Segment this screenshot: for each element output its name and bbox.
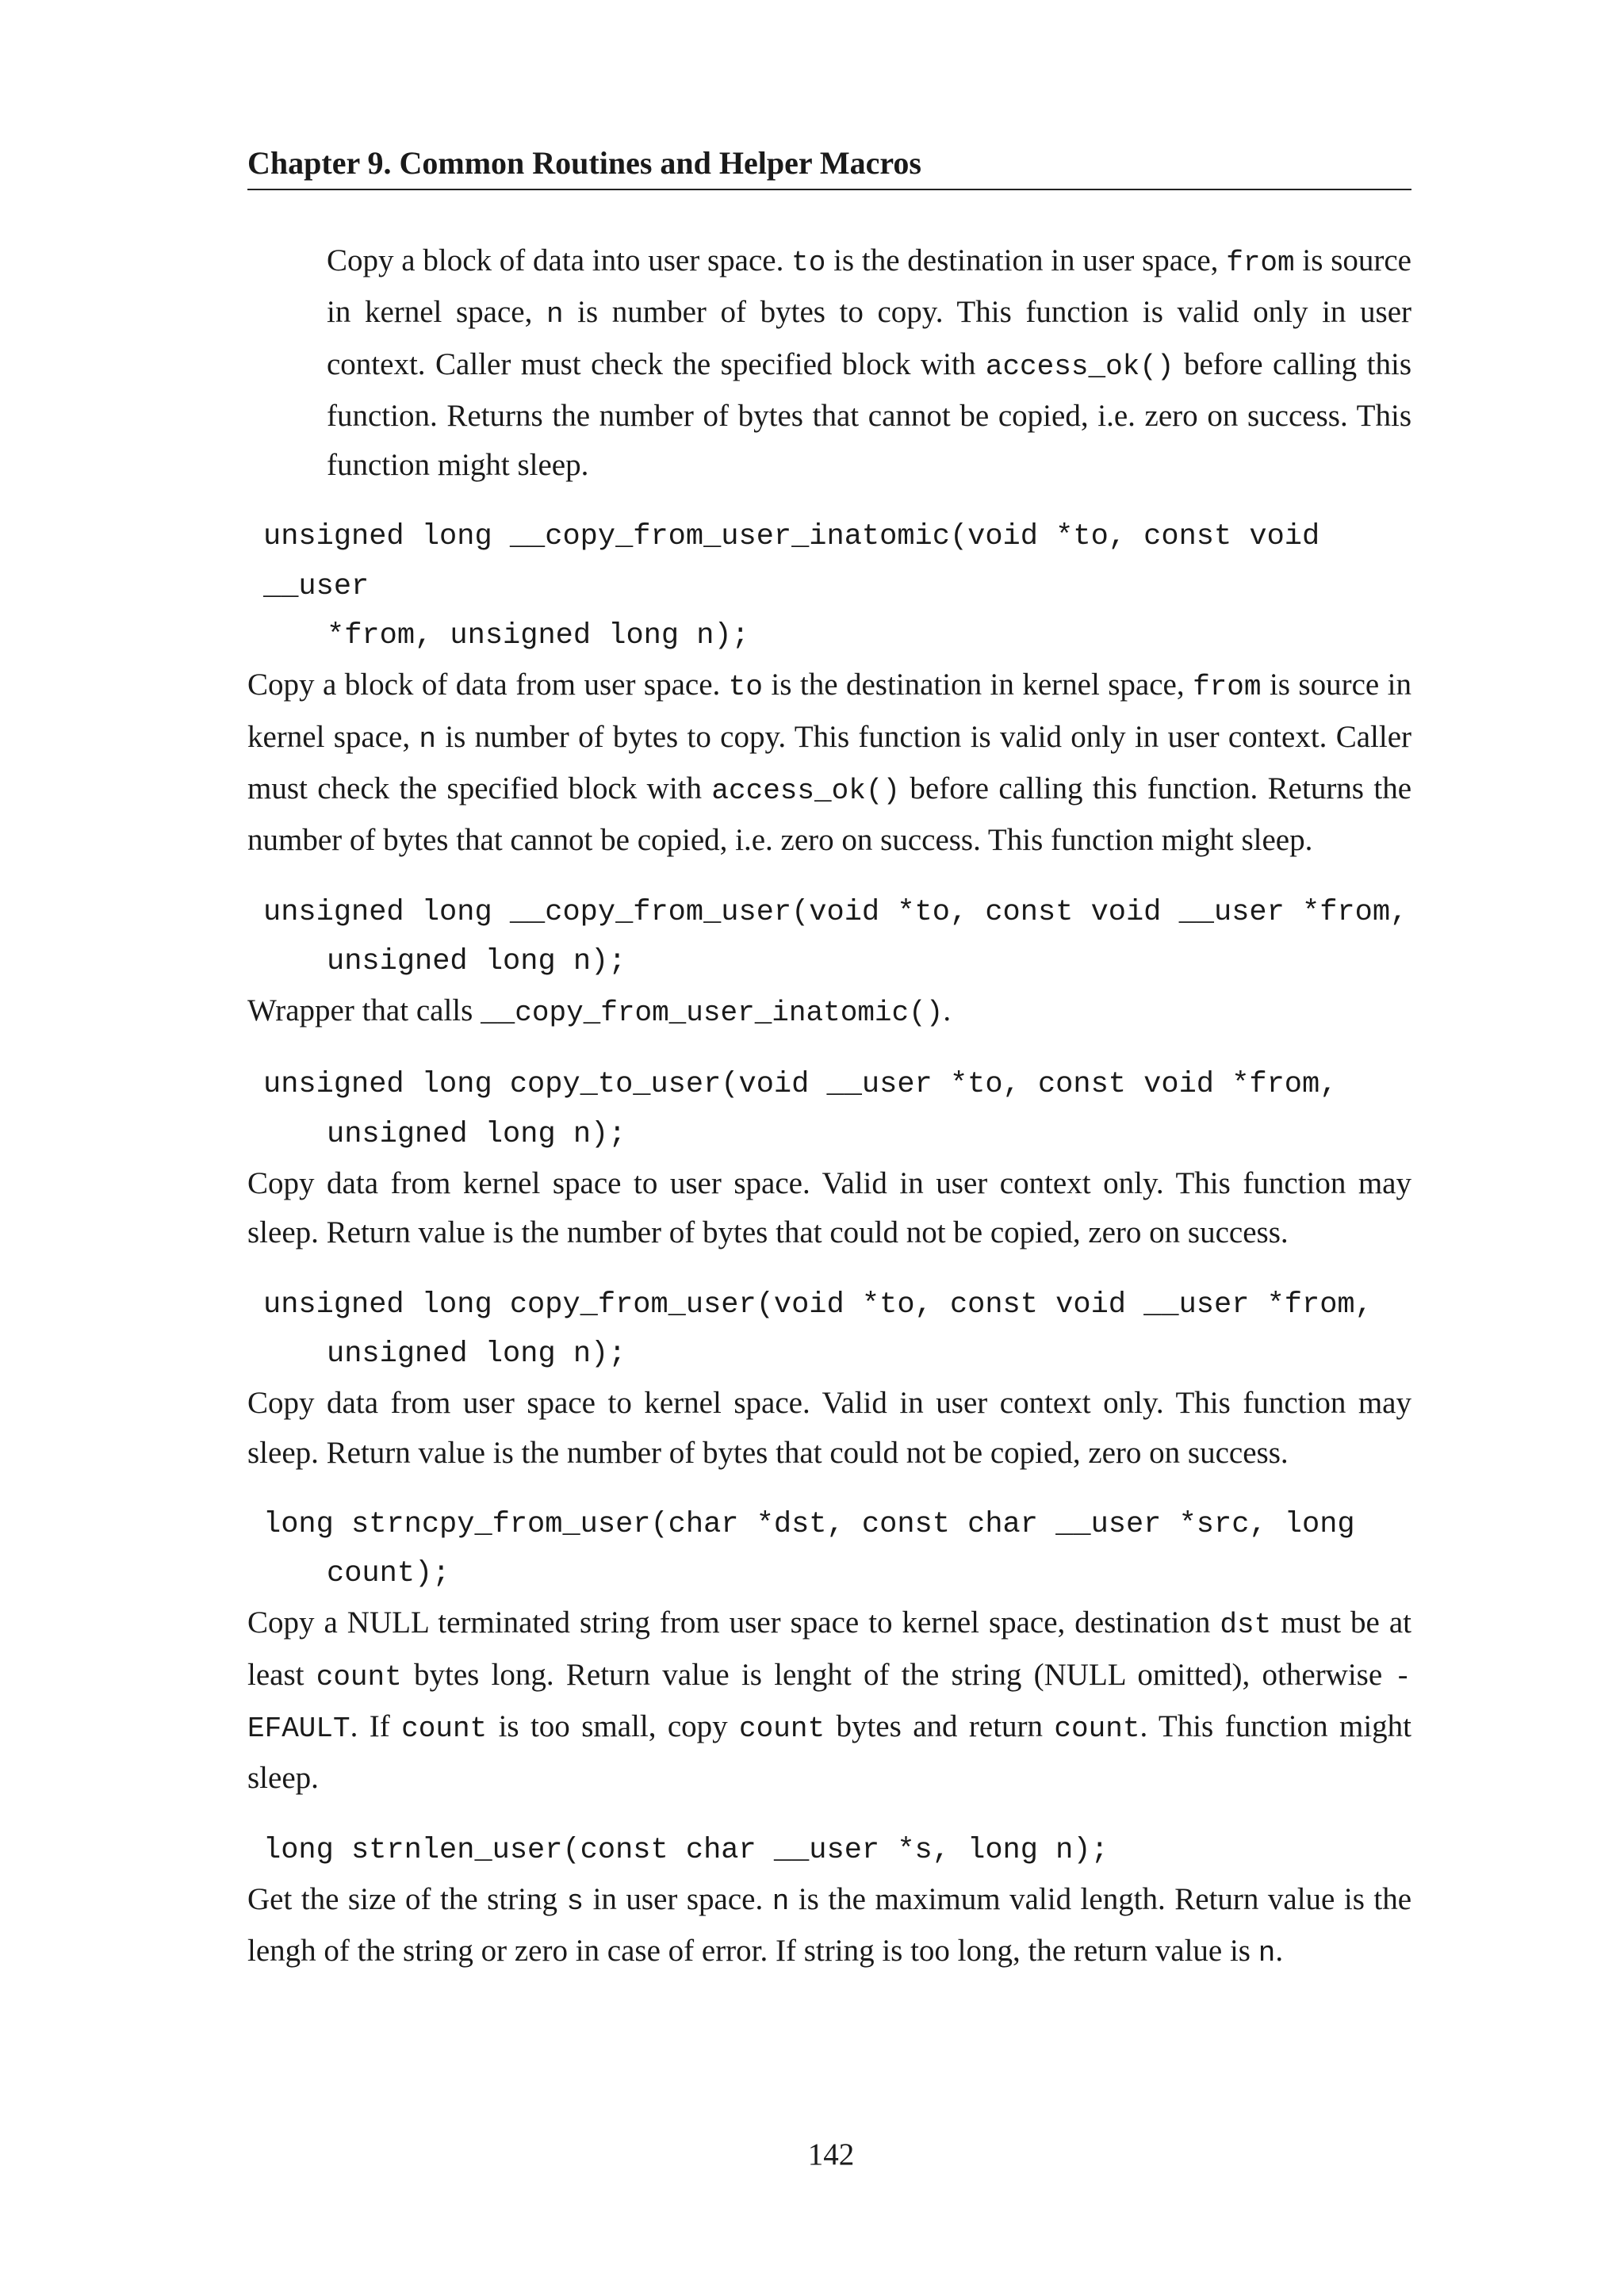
text-segment: Get the size of the string (247, 1881, 567, 1916)
code-term: n (419, 722, 437, 756)
text-segment: is the maximum valid length. Return value is the lengh of the string or zero in case of error. If string is too long, the return value is (247, 1881, 1411, 1969)
text-segment: Copy data from kernel space to user space. Valid in user context only. This function may sleep. Return value is the number of bytes that could not be copied, zero on success. (247, 1166, 1411, 1250)
function-signature (247, 512, 1411, 660)
signature-continuation: count); (327, 1557, 450, 1591)
function-signature (247, 888, 1411, 987)
code-term: from (1193, 671, 1262, 704)
code-term: count (401, 1712, 488, 1746)
function-description (247, 1379, 1411, 1478)
code-term: n (546, 298, 564, 331)
signature-line: long strncpy_from_user(char *dst, const char __user *src, long (263, 1507, 1355, 1541)
function-signature (247, 1500, 1411, 1599)
text-segment: bytes and return (825, 1709, 1055, 1744)
code-term: count (739, 1712, 825, 1746)
function-entry (247, 888, 1411, 1039)
text-segment: before calling this function. Returns the number of bytes that cannot be copied, i.e. zero on success. This function might sleep. (327, 346, 1411, 483)
function-description (247, 1598, 1411, 1803)
text-segment: before calling this function. Returns the number of bytes that cannot be copied, i.e. zero on success. This function might sleep. (247, 771, 1411, 858)
function-description (247, 660, 1411, 865)
text-segment: is source in kernel space, (327, 243, 1411, 330)
text-segment: is source in kernel space, (247, 668, 1412, 754)
code-term: -EFAULT (247, 1660, 1412, 1746)
signature-continuation: unsigned long n); (327, 1337, 626, 1371)
code-term: dst (1220, 1609, 1272, 1642)
function-signature (247, 1060, 1411, 1159)
text-segment: . (943, 993, 952, 1028)
function-signature (247, 1280, 1411, 1380)
code-term: access_ok() (985, 350, 1174, 383)
code-term: to (728, 671, 763, 704)
text-segment: is too small, copy (487, 1709, 740, 1744)
text-segment: is the destination in kernel space, (762, 668, 1193, 702)
text-segment: Copy data from user space to kernel space. Valid in user context only. This function may sleep. Return value is the number of bytes that could not be copied, zero on success. (247, 1386, 1411, 1470)
code-term: to (791, 247, 826, 279)
code-term: count (1054, 1712, 1140, 1746)
code-term: n (772, 1885, 790, 1918)
signature-continuation: *from, unsigned long n); (327, 619, 749, 653)
page-number: 142 (807, 2137, 855, 2172)
function-description (247, 986, 1411, 1038)
chapter-header: Chapter 9. Common Routines and Helper Macros (247, 141, 1411, 190)
text-segment: . If (350, 1709, 402, 1744)
text-segment: . This function might sleep. (247, 1709, 1411, 1796)
text-segment: in user space. (584, 1881, 772, 1916)
text-segment: is number of bytes to copy. This function is valid only in user context. Caller must check the specified block with (247, 719, 1411, 806)
function-entry (247, 1500, 1411, 1804)
text-segment: Copy a block of data from user space. (247, 668, 729, 702)
page-body (247, 236, 1411, 1979)
code-term: __copy_from_user_inatomic() (481, 997, 944, 1030)
text-segment: Wrapper that calls (247, 993, 481, 1028)
function-description (247, 1159, 1411, 1258)
function-entry (247, 512, 1411, 865)
signature-line: unsigned long __copy_from_user_inatomic(void *to, const void __user (263, 520, 1320, 603)
signature-line: long strnlen_user(const char __user *s, long n); (263, 1833, 1109, 1867)
text-segment: must be at least (247, 1605, 1411, 1692)
signature-line: unsigned long __copy_from_user(void *to, const void __user *from, (263, 895, 1408, 929)
signature-line: unsigned long copy_from_user(void *to, const void __user *from, (263, 1288, 1373, 1322)
signature-continuation: unsigned long n); (327, 1117, 626, 1151)
text-segment: is number of bytes to copy. This function is valid only in user context. Caller must check the specified block with (327, 295, 1411, 381)
function-entry (247, 1060, 1411, 1257)
function-description (247, 1875, 1411, 1979)
code-term: from (1226, 247, 1295, 279)
text-segment: Copy a block of data into user space. (327, 243, 792, 277)
function-entry (247, 1826, 1411, 1979)
code-term: access_ok() (711, 774, 901, 807)
signature-continuation: unsigned long n); (327, 944, 626, 978)
function-entry (247, 1280, 1411, 1478)
code-term: count (316, 1660, 402, 1693)
text-segment: bytes long. Return value is lenght of the string (NULL omitted), otherwise (401, 1657, 1395, 1692)
signature-line: unsigned long copy_to_user(void __user *to, const void *from, (263, 1068, 1338, 1102)
code-term: n (1258, 1937, 1276, 1970)
intro-paragraph (327, 236, 1411, 490)
code-term: s (566, 1885, 584, 1918)
text-segment: is the destination in user space, (825, 243, 1227, 277)
text-segment: . (1275, 1934, 1284, 1969)
function-signature (247, 1826, 1411, 1875)
text-segment: Copy a NULL terminated string from user space to kernel space, destination (247, 1605, 1220, 1640)
